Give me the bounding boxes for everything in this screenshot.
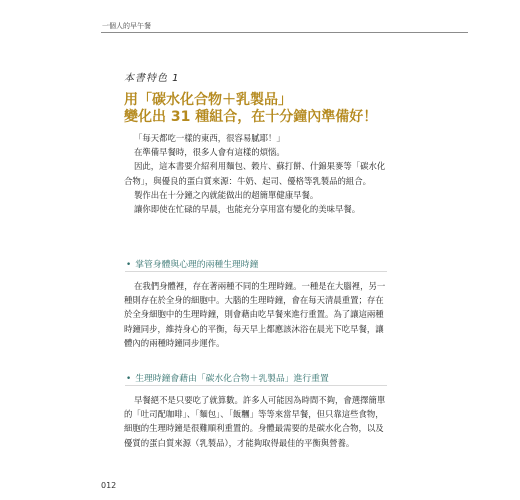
intro-paragraph: 因此，這本書要介紹利用麵包、穀片、蘇打餅、什錦果麥等「碳水化合物」，與優良的蛋白質來源：牛奶、起司、優格等乳製品的組合。	[124, 161, 386, 186]
intro-paragraph: 在準備早餐時，很多人會有這樣的煩惱。	[134, 147, 285, 158]
header-rule	[101, 32, 468, 33]
section-heading-rule	[125, 385, 387, 386]
section-heading-rule	[125, 271, 387, 272]
page-number: 012	[101, 481, 117, 490]
running-head: 一個人的早午餐	[102, 22, 151, 30]
headline-line-2: 變化出 31 種組合，在十分鐘內準備好！	[124, 109, 378, 125]
section-heading-text: 掌管身體與心理的兩種生理時鐘	[135, 260, 259, 270]
bullet-icon: •	[126, 260, 132, 270]
intro-quote: 「每天都吃一樣的東西，很容易膩耶！」	[134, 133, 285, 143]
headline	[124, 92, 377, 126]
section-label: 本書特色 1	[124, 73, 180, 84]
section-paragraph: 早餐絕不是只要吃了就算數。許多人可能因為時間不夠，會選擇簡單的「吐司配咖啡」、「麵包」、「飯糰」等等來當早餐，但只靠這些食物，細胞的生理時鐘是很難順利重置的。身體最需要的是碳水化合物，以及優質的蛋白質來源（乳製品），才能夠取得最佳的平衡與營養。	[124, 395, 386, 448]
headline-line-1: 用「碳水化合物＋乳製品」	[124, 92, 292, 108]
bullet-icon: •	[126, 374, 132, 384]
section-2-body	[124, 393, 386, 450]
intro-text	[124, 131, 386, 216]
intro-paragraph: 製作出在十分鐘之內就能做出的超簡單健康早餐。	[134, 189, 319, 200]
section-heading-1	[126, 257, 258, 270]
section-heading-text: 生理時鐘會藉由「碳水化合物＋乳製品」進行重置	[135, 374, 329, 384]
section-heading-2	[126, 371, 329, 384]
intro-paragraph: 讓你即使在忙碌的早晨，也能充分享用富有變化的美味早餐。	[134, 204, 361, 215]
section-paragraph: 在我們身體裡，存在著兩種不同的生理時鐘。一種是在大腦裡，另一種則存在於全身的細胞中。大腦的生理時鐘，會在每天清晨重置；存在於全身細胞中的生理時鐘，則會藉由吃早餐來進行重置。為了讓這兩種時鐘同步，維持身心的平衡，每天早上都應該沐浴在晨光下吃早餐，讓體內的兩種時鐘同步運作。	[124, 281, 386, 348]
section-1-body	[124, 279, 386, 350]
